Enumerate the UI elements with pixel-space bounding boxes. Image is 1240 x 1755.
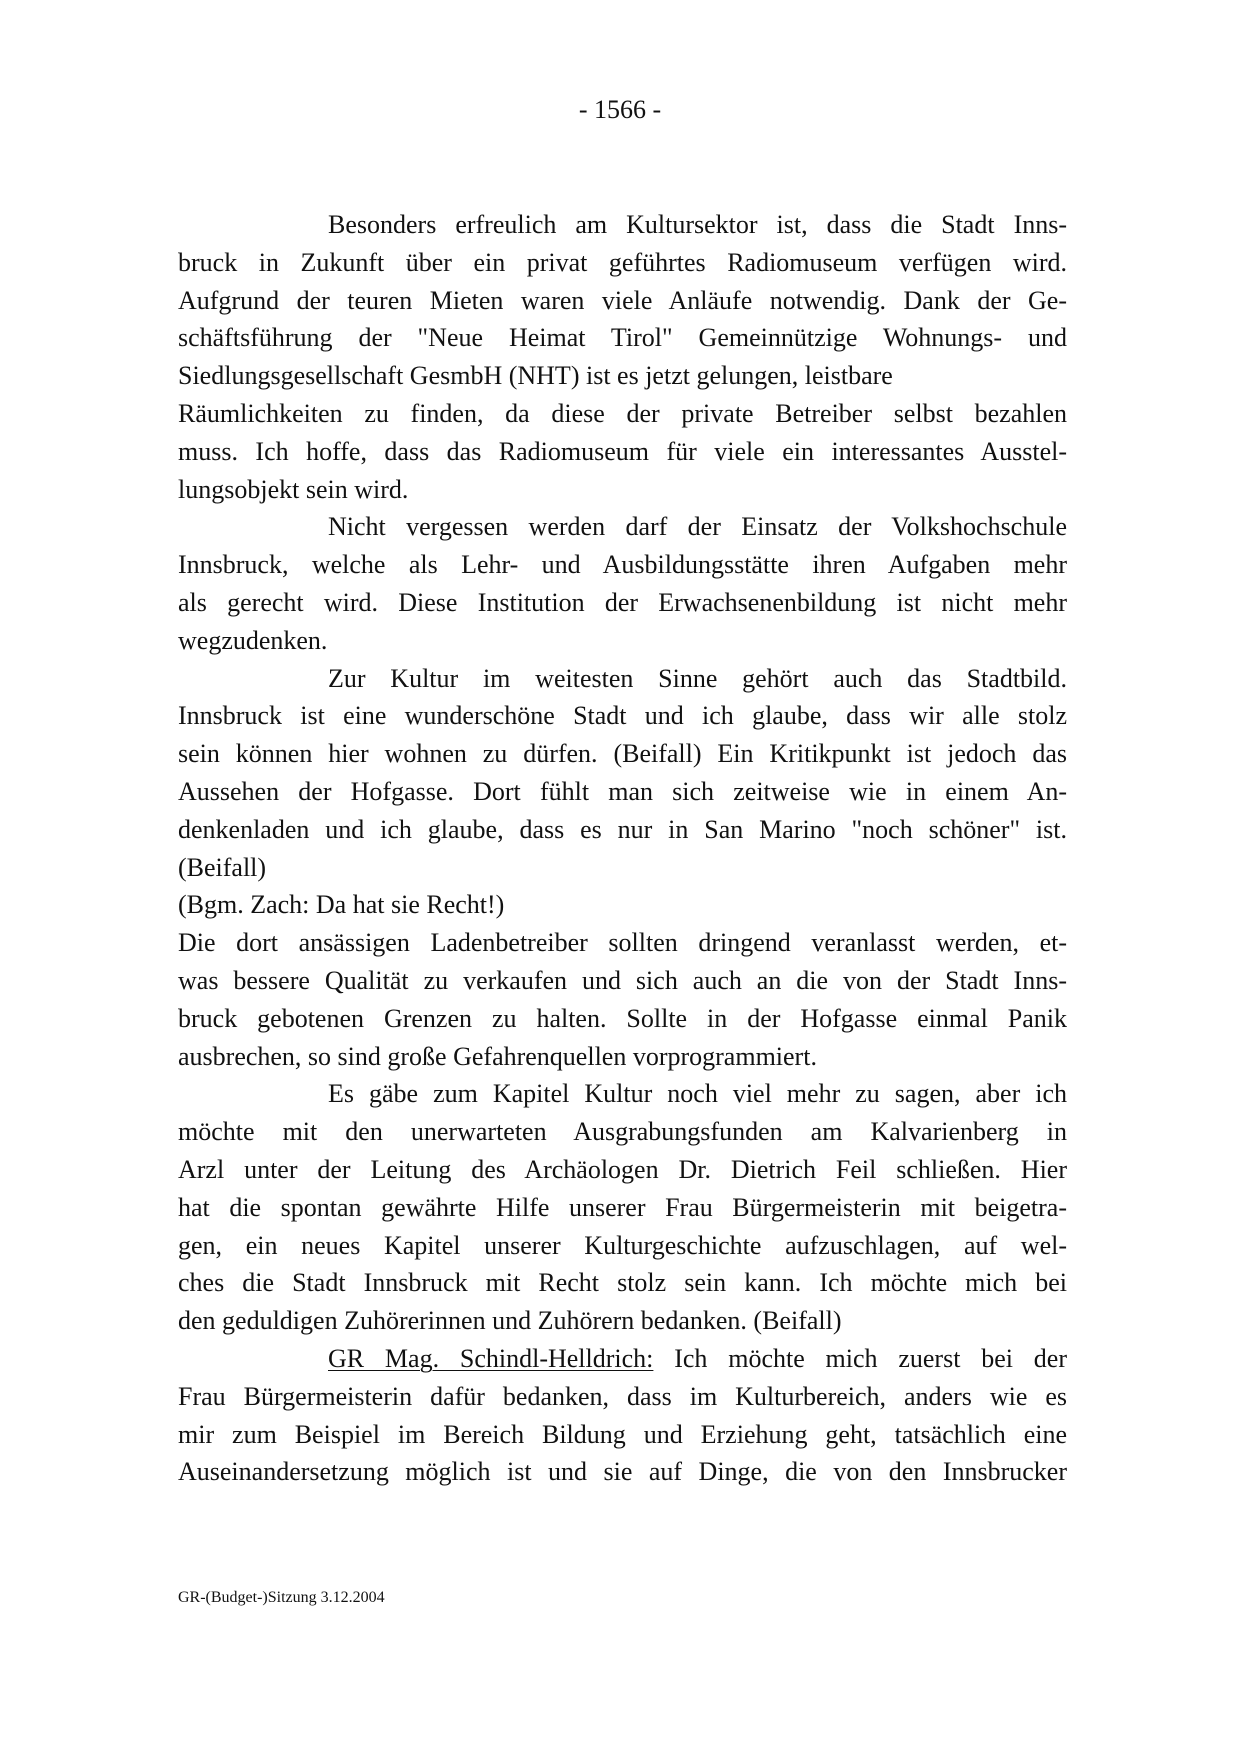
- text-line: Innsbruck, welche als Lehr- und Ausbildungsstätte ihren Aufgaben mehr: [178, 550, 1067, 580]
- text-line: wegzudenken.: [178, 625, 328, 655]
- text-line: Aussehen der Hofgasse. Dort fühlt man sich zeitweise wie in einem An-: [178, 776, 1067, 806]
- speech-text: Ich möchte mich zuerst bei der: [653, 1343, 1067, 1373]
- text-line: Räumlichkeiten zu finden, da diese der private Betreiber selbst bezahlen: [178, 398, 1067, 428]
- text-line: den geduldigen Zuhörerinnen und Zuhörern bedanken. (Beifall): [178, 1306, 842, 1336]
- text-line: Nicht vergessen werden darf der Einsatz der Volkshochschule: [328, 512, 1067, 542]
- text-line: Siedlungsgesellschaft GesmbH (NHT) ist es jetzt gelungen, leistbare: [178, 361, 893, 391]
- text-line: Frau Bürgermeisterin dafür bedanken, dass im Kulturbereich, anders wie es: [178, 1381, 1067, 1411]
- text-line: bruck in Zukunft über ein privat geführtes Radiomuseum verfügen wird.: [178, 247, 1067, 277]
- text-line: mir zum Beispiel im Bereich Bildung und Erziehung geht, tatsächlich eine: [178, 1419, 1067, 1449]
- text-line: als gerecht wird. Diese Institution der Erwachsenenbildung ist nicht mehr: [178, 587, 1067, 617]
- text-line: ches die Stadt Innsbruck mit Recht stolz sein kann. Ich möchte mich bei: [178, 1268, 1067, 1298]
- text-line: bruck gebotenen Grenzen zu halten. Sollte in der Hofgasse einmal Panik: [178, 1003, 1067, 1033]
- text-line: Die dort ansässigen Ladenbetreiber sollten dringend veranlasst werden, et-: [178, 928, 1067, 958]
- text-line: muss. Ich hoffe, dass das Radiomuseum für viele ein interessantes Ausstel-: [178, 436, 1067, 466]
- text-line: Innsbruck ist eine wunderschöne Stadt und ich glaube, dass wir alle stolz: [178, 701, 1067, 731]
- page-number: - 1566 -: [578, 95, 662, 124]
- text-line: Auseinandersetzung möglich ist und sie auf Dinge, die von den Innsbrucker: [178, 1457, 1067, 1487]
- text-line: schäftsführung der "Neue Heimat Tirol" Gemeinnützige Wohnungs- und: [178, 323, 1067, 353]
- text-line: (Beifall): [178, 852, 267, 882]
- text-line: lungsobjekt sein wird.: [178, 474, 409, 504]
- text-line: ausbrechen, so sind große Gefahrenquellen vorprogrammiert.: [178, 1041, 817, 1071]
- text-line: Aufgrund der teuren Mieten waren viele Anläufe notwendig. Dank der Ge-: [178, 285, 1067, 315]
- text-line: hat die spontan gewährte Hilfe unserer Frau Bürgermeisterin mit beigetra-: [178, 1192, 1067, 1222]
- text-line: sein können hier wohnen zu dürfen. (Beifall) Ein Kritikpunkt ist jedoch das: [178, 739, 1067, 769]
- interjection-line: (Bgm. Zach: Da hat sie Recht!): [178, 890, 505, 920]
- text-line: Es gäbe zum Kapitel Kultur noch viel mehr zu sagen, aber ich: [328, 1079, 1067, 1109]
- text-line: Zur Kultur im weitesten Sinne gehört auch das Stadtbild.: [328, 663, 1067, 693]
- text-line: Besonders erfreulich am Kultursektor ist, dass die Stadt Inns-: [328, 210, 1067, 239]
- speaker-name: GR Mag. Schindl-Helldrich:: [328, 1343, 654, 1373]
- text-line: gen, ein neues Kapitel unserer Kulturgeschichte aufzuschlagen, auf wel-: [178, 1230, 1067, 1260]
- text-line: denkenladen und ich glaube, dass es nur in San Marino "noch schöner" ist.: [178, 814, 1067, 844]
- text-line: Arzl unter der Leitung des Archäologen Dr. Dietrich Feil schließen. Hier: [178, 1154, 1067, 1184]
- document-body: [178, 206, 1067, 1491]
- text-line: möchte mit den unerwarteten Ausgrabungsfunden am Kalvarienberg in: [178, 1117, 1067, 1147]
- speech-first-line: [178, 1340, 1067, 1378]
- page-footer: GR-(Budget-)Sitzung 3.12.2004: [178, 1589, 385, 1606]
- text-line: was bessere Qualität zu verkaufen und sich auch an die von der Stadt Inns-: [178, 965, 1067, 995]
